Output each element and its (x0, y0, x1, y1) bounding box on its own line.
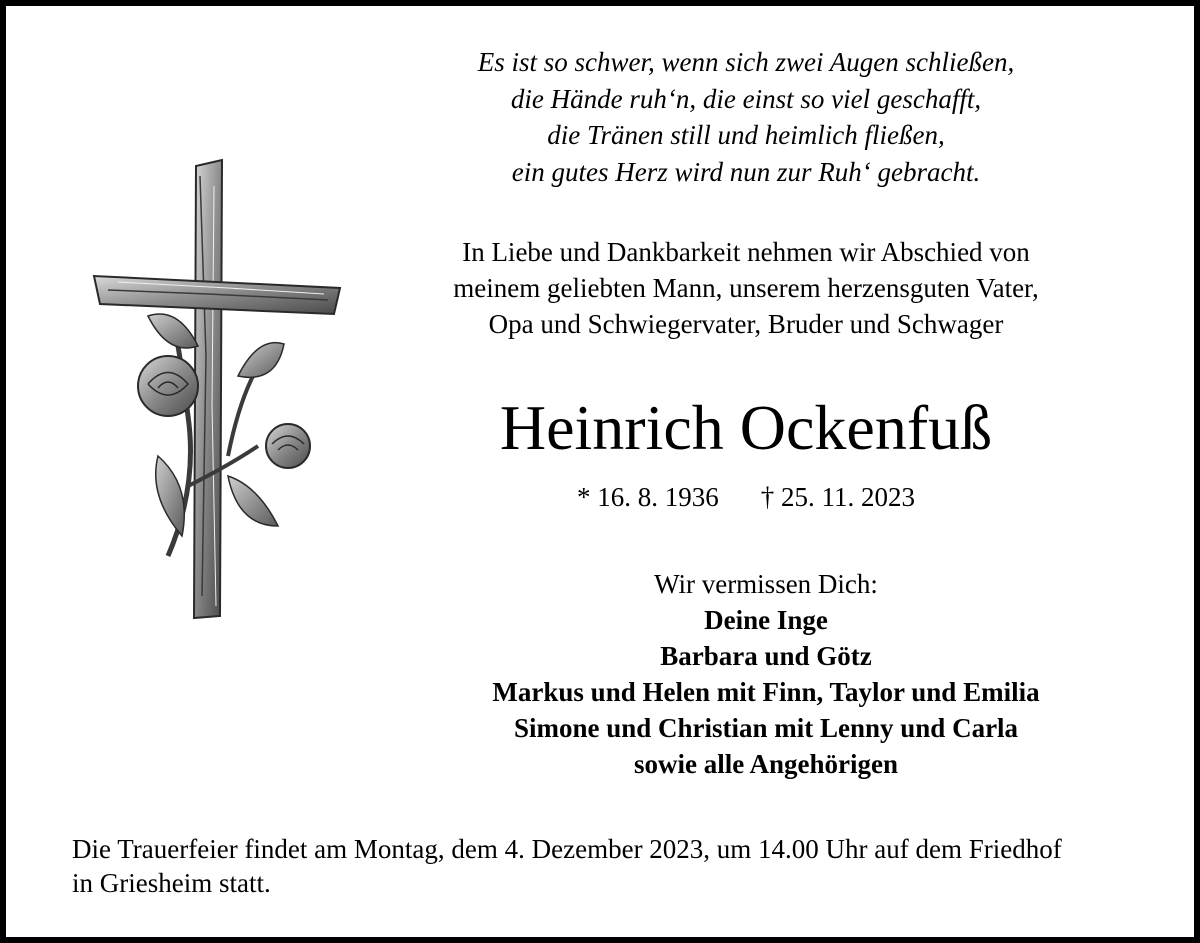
mourners-block (406, 566, 1126, 782)
mourners-intro: Wir vermissen Dich: (654, 569, 878, 599)
verse-line: ein gutes Herz wird nun zur Ruh‘ gebracht. (511, 156, 981, 187)
funeral-service-info (72, 832, 1162, 900)
verse-line: die Tränen still und heimlich fließen, (547, 120, 945, 150)
birth-date: * 16. 8. 1936 (577, 482, 719, 512)
service-line: Die Trauerfeier findet am Montag, dem 4. Dezember 2023, um 14.00 Uhr auf dem Friedhof (72, 834, 1062, 864)
mourner-name: Deine Inge (704, 605, 828, 635)
farewell-intro (406, 234, 1086, 342)
deceased-name: Heinrich Ockenfuß (499, 392, 993, 463)
verse-block (406, 44, 1086, 190)
intro-line: Opa und Schwiegervater, Bruder und Schwager (488, 309, 1004, 339)
verse-line: Es ist so schwer, wenn sich zwei Augen schließen, (477, 47, 1015, 77)
mourner-name: Simone und Christian mit Lenny und Carla (513, 713, 1019, 743)
service-line: in Griesheim statt. (72, 868, 271, 898)
life-dates (406, 480, 1086, 514)
mourner-name: Markus und Helen mit Finn, Taylor und Emilia (492, 677, 1040, 707)
intro-line: In Liebe und Dankbarkeit nehmen wir Abschied von (462, 237, 1030, 267)
death-date: † 25. 11. 2023 (760, 482, 915, 512)
intro-line: meinem geliebten Mann, unserem herzensguten Vater, (453, 273, 1039, 303)
verse-line: die Hände ruh‘n, die einst so viel geschafft, (510, 83, 982, 114)
mourner-name: Barbara und Götz (660, 641, 872, 671)
cross-with-roses-icon (88, 156, 348, 626)
mourner-name: sowie alle Angehörigen (634, 749, 898, 779)
